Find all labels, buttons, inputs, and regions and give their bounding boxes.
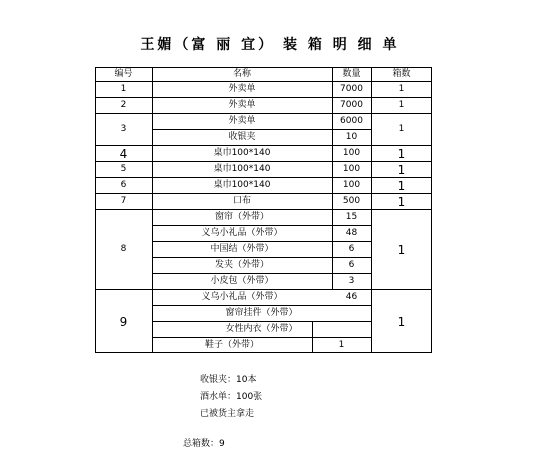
row-qty: 100 (342, 164, 361, 174)
row-name: 口布 (232, 196, 251, 206)
row-name: 桌巾100*140 (213, 180, 271, 190)
row-name: 小皮包（外带） (210, 276, 274, 286)
row-boxes: 1 (398, 124, 405, 134)
row-id: 8 (120, 244, 127, 254)
row-id: 4 (119, 146, 128, 161)
row-id: 5 (120, 164, 127, 174)
row-name: 发夹（外带） (214, 260, 269, 270)
row-boxes: 1 (397, 146, 406, 161)
row-id: 3 (120, 124, 127, 134)
row-qty: 500 (342, 196, 361, 206)
row-name: 收银夹 (228, 132, 256, 142)
row-qty: 6 (348, 244, 355, 254)
row-qty: 7000 (340, 84, 363, 94)
row-id: 1 (120, 84, 127, 94)
row-qty: 7000 (340, 100, 363, 110)
row-qty: 6 (348, 260, 355, 270)
row-id: 7 (120, 196, 127, 206)
row-qty: 1 (338, 340, 345, 350)
note-line: 收银夹：10本 (200, 375, 257, 385)
packing-list-table (95, 67, 432, 353)
row-qty: 15 (345, 212, 358, 222)
header-name: 名称 (232, 69, 251, 79)
row-name: 外卖单 (228, 84, 256, 94)
row-qty: 100 (342, 148, 361, 158)
row-qty: 10 (345, 132, 358, 142)
row-boxes: 1 (398, 100, 405, 110)
page-title: 王媚（富 丽 宜） 装 箱 明 细 单 (140, 37, 400, 53)
row-id: 9 (119, 314, 128, 329)
row-qty: 3 (348, 276, 355, 286)
note-line: 酒水单：100张 (200, 392, 263, 402)
row-name: 外卖单 (228, 100, 256, 110)
row-boxes: 1 (397, 194, 406, 209)
row-qty: 100 (342, 180, 361, 190)
row-id: 6 (120, 180, 127, 190)
row-name: 义乌小礼品（外带） (201, 292, 283, 302)
row-name: 中国结（外带） (210, 244, 274, 254)
row-boxes: 1 (398, 84, 405, 94)
row-name: 外卖单 (228, 116, 256, 126)
total-boxes: 总箱数：9 (183, 439, 225, 449)
row-id: 2 (120, 100, 127, 110)
header-id: 编号 (114, 69, 133, 79)
header-boxes: 箱数 (392, 69, 411, 79)
header-qty: 数量 (342, 69, 361, 79)
row-name: 鞋子（外带） (204, 340, 259, 350)
row-boxes: 1 (397, 314, 406, 329)
row-name: 义乌小礼品（外带） (201, 228, 283, 238)
row-boxes: 1 (397, 178, 406, 193)
row-name: 桌巾100*140 (213, 148, 271, 158)
row-qty: 48 (345, 228, 358, 238)
row-name: 桌巾100*140 (213, 164, 271, 174)
notes-block (200, 372, 262, 423)
row-name: 窗帘挂件（外带） (225, 308, 298, 318)
row-name: 窗帘（外带） (214, 212, 269, 222)
row-name: 女性内衣（外带） (225, 324, 298, 334)
row-boxes: 1 (397, 162, 406, 177)
row-qty: 6000 (340, 116, 363, 126)
row-qty: 46 (345, 292, 358, 302)
row-boxes: 1 (397, 242, 406, 257)
note-line: 已被货主拿走 (200, 409, 255, 419)
